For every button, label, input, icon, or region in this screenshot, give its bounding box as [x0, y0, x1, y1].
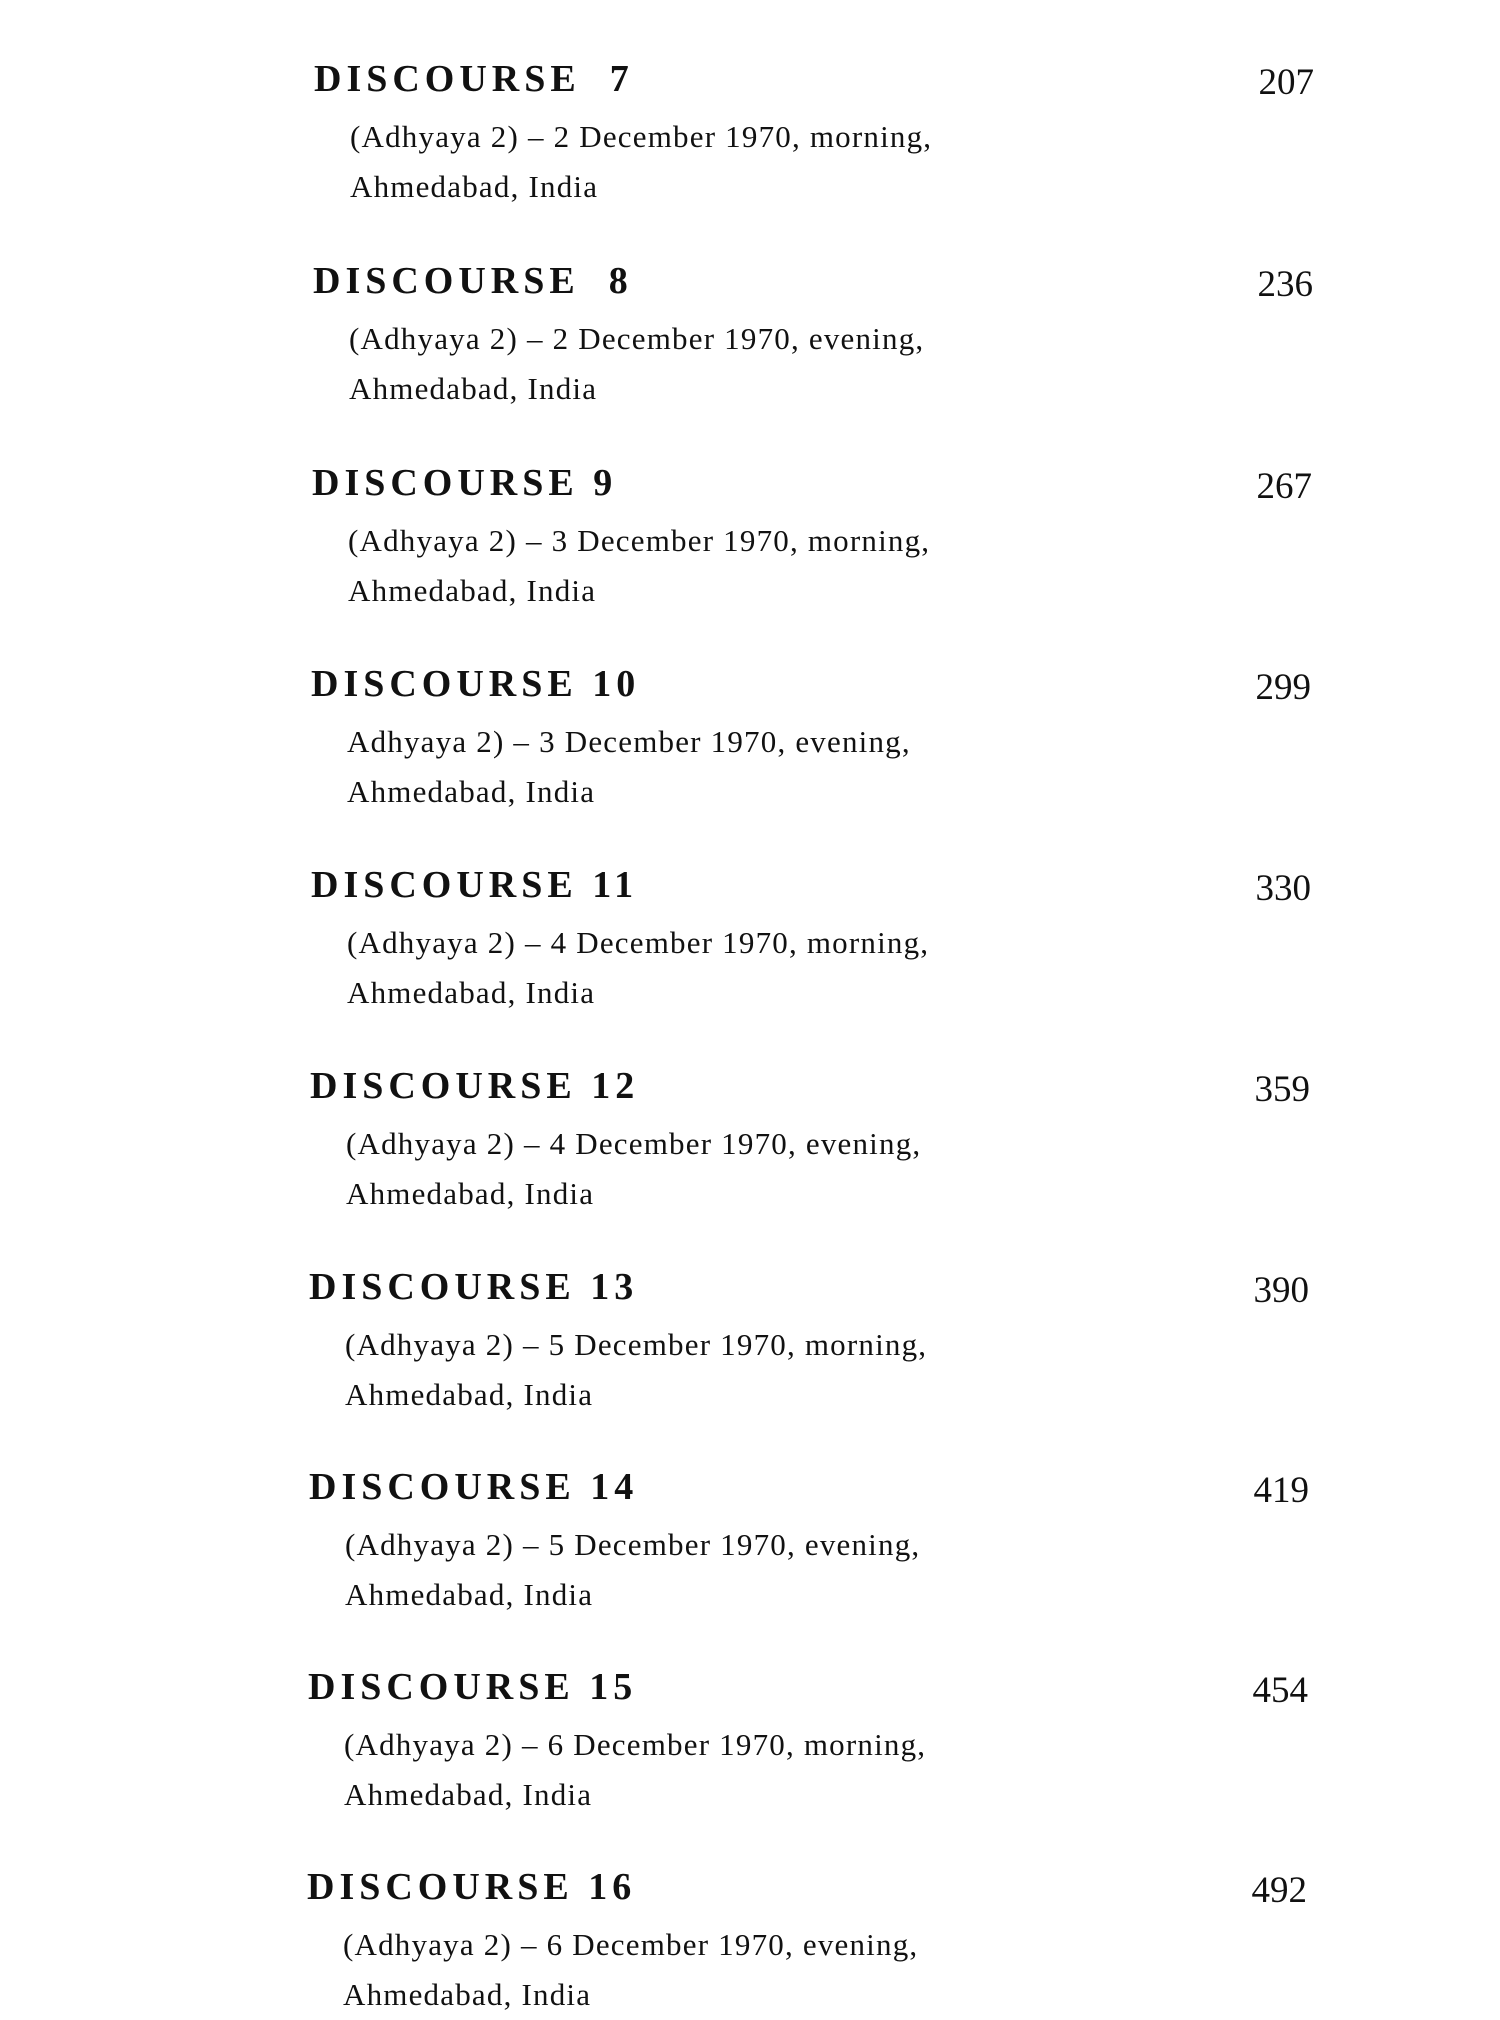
discourse-date-line: (Adhyaya 2) – 2 December 1970, evening, [349, 321, 925, 356]
discourse-date-line: (Adhyaya 2) – 4 December 1970, morning, [347, 925, 930, 960]
page-number: 492 [1251, 1870, 1307, 1911]
discourse-details [348, 516, 930, 616]
discourse-details [345, 1320, 927, 1420]
page-number: 267 [1256, 466, 1312, 507]
discourse-location-line: Ahmedabad, India [348, 573, 597, 608]
discourse-heading: DISCOURSE 11 [311, 864, 639, 906]
discourse-details [346, 1119, 921, 1219]
discourse-heading: DISCOURSE 10 [311, 663, 641, 705]
page-number: 359 [1254, 1069, 1310, 1110]
discourse-details [350, 112, 932, 212]
discourse-location-line: Ahmedabad, India [344, 1777, 593, 1812]
discourse-date-line: Adhyaya 2) – 3 December 1970, evening, [347, 724, 911, 759]
discourse-date-line: (Adhyaya 2) – 6 December 1970, morning, [344, 1727, 927, 1762]
discourse-details [343, 1920, 918, 2020]
discourse-date-line: (Adhyaya 2) – 3 December 1970, morning, [348, 523, 931, 558]
page-number: 419 [1253, 1470, 1309, 1511]
discourse-location-line: Ahmedabad, India [343, 1977, 592, 2012]
discourse-heading: DISCOURSE 14 [309, 1466, 639, 1508]
discourse-location-line: Ahmedabad, India [350, 169, 599, 204]
discourse-location-line: Ahmedabad, India [345, 1377, 594, 1412]
page-number: 299 [1255, 667, 1311, 708]
discourse-date-line: (Adhyaya 2) – 5 December 1970, evening, [345, 1527, 921, 1562]
discourse-heading: DISCOURSE 15 [308, 1666, 638, 1708]
discourse-heading: DISCOURSE 8 [313, 260, 633, 302]
discourse-details [345, 1520, 920, 1620]
page-number: 207 [1258, 62, 1314, 103]
discourse-details [347, 717, 911, 817]
page-number: 390 [1253, 1270, 1309, 1311]
discourse-details [347, 918, 929, 1018]
discourse-details [349, 314, 924, 414]
discourse-location-line: Ahmedabad, India [346, 1176, 595, 1211]
page-number: 454 [1252, 1670, 1308, 1711]
discourse-date-line: (Adhyaya 2) – 6 December 1970, evening, [343, 1927, 919, 1962]
discourse-location-line: Ahmedabad, India [347, 774, 596, 809]
discourse-heading: DISCOURSE 16 [307, 1866, 637, 1908]
page-number: 236 [1257, 264, 1313, 305]
discourse-details [344, 1720, 926, 1820]
discourse-heading: DISCOURSE 13 [309, 1266, 639, 1308]
page-number: 330 [1255, 868, 1311, 909]
discourse-heading: DISCOURSE 7 [314, 58, 634, 100]
discourse-heading: DISCOURSE 12 [310, 1065, 640, 1107]
discourse-heading: DISCOURSE 9 [312, 462, 618, 504]
discourse-date-line: (Adhyaya 2) – 5 December 1970, morning, [345, 1327, 928, 1362]
discourse-location-line: Ahmedabad, India [349, 371, 598, 406]
discourse-location-line: Ahmedabad, India [345, 1577, 594, 1612]
discourse-location-line: Ahmedabad, India [347, 975, 596, 1010]
discourse-date-line: (Adhyaya 2) – 4 December 1970, evening, [346, 1126, 922, 1161]
discourse-date-line: (Adhyaya 2) – 2 December 1970, morning, [350, 119, 933, 154]
